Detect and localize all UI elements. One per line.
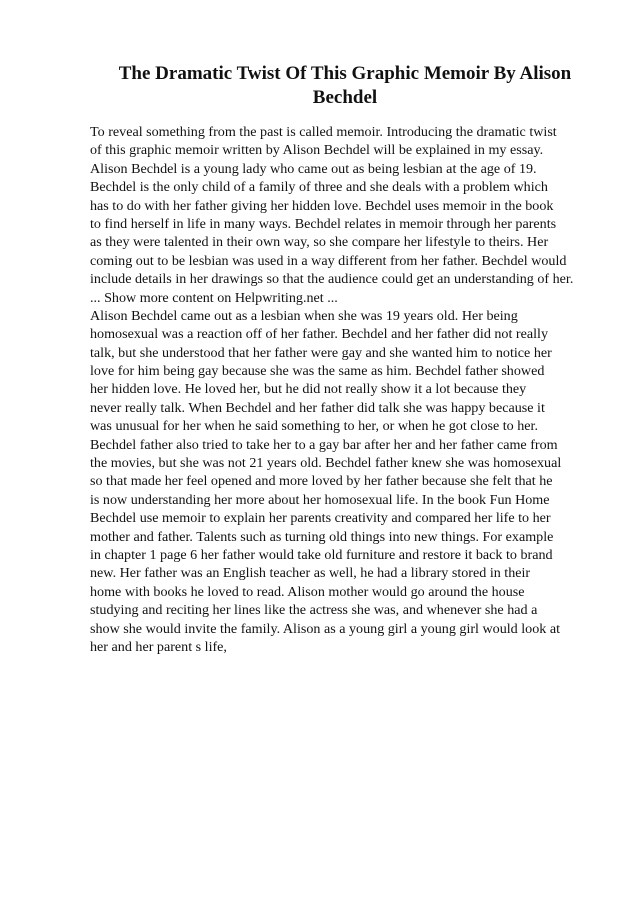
document-title <box>60 62 630 110</box>
text-line: the movies, but she was not 21 years old. Bechdel father knew she was homosexual <box>90 455 562 472</box>
text-line: in chapter 1 page 6 her father would take old furniture and restore it back to brand <box>90 546 553 563</box>
text-line: Bechdel father also tried to take her to a gay bar after her and her father came from <box>90 436 558 453</box>
text-line: home with books he loved to read. Alison mother would go around the house <box>90 583 525 600</box>
text-line: so that made her feel opened and more loved by her father because she felt that he <box>90 473 553 490</box>
text-line: homosexual was a reaction off of her father. Bechdel and her father did not really <box>90 326 548 343</box>
title-line-1: The Dramatic Twist Of This Graphic Memoir By Alison <box>118 63 572 84</box>
text-line: as they were talented in their own way, so she compare her lifestyle to theirs. Her <box>90 234 549 251</box>
text-line: her and her parent s life, <box>90 638 227 655</box>
text-line: was unusual for her when he said something to her, or when he got close to her. <box>90 418 538 435</box>
text-line: Alison Bechdel came out as a lesbian when she was 19 years old. Her being <box>90 307 518 324</box>
text-line: her hidden love. He loved her, but he did not really show it a lot because they <box>90 381 527 398</box>
text-line: love for him being gay because she was the same as him. Bechdel father showed <box>90 363 545 380</box>
text-line: include details in her drawings so that the audience could get an understanding of her. <box>90 271 574 288</box>
text-line: talk, but she understood that her father were gay and she wanted him to notice her <box>90 344 552 361</box>
text-line: coming out to be lesbian was used in a way different from her father. Bechdel would <box>90 252 567 269</box>
text-line: is now understanding her more about her homosexual life. In the book Fun Home <box>90 491 550 508</box>
show-more-line: ... Show more content on Helpwriting.net ... <box>90 289 338 306</box>
text-line: to find herself in life in many ways. Bechdel relates in memoir through her parents <box>90 215 557 232</box>
text-line: Bechdel use memoir to explain her parents creativity and compared her life to her <box>90 510 551 527</box>
essay-body <box>90 123 595 656</box>
text-line: mother and father. Talents such as turning old things into new things. For example <box>90 528 554 545</box>
text-line: show she would invite the family. Alison as a young girl a young girl would look at <box>90 620 560 637</box>
text-line: To reveal something from the past is called memoir. Introducing the dramatic twist <box>90 124 557 140</box>
text-line: Alison Bechdel is a young lady who came out as being lesbian at the age of 19. <box>90 160 537 177</box>
text-line: of this graphic memoir written by Alison Bechdel will be explained in my essay. <box>90 142 544 159</box>
title-line-2: Bechdel <box>312 87 378 108</box>
text-line: studying and reciting her lines like the actress she was, and whenever she had a <box>90 602 538 619</box>
text-line: has to do with her father giving her hidden love. Bechdel uses memoir in the book <box>90 197 554 214</box>
text-line: Bechdel is the only child of a family of three and she deals with a problem which <box>90 179 548 196</box>
text-line: never really talk. When Bechdel and her father did talk she was happy because it <box>90 399 545 416</box>
text-line: new. Her father was an English teacher as well, he had a library stored in their <box>90 565 531 582</box>
